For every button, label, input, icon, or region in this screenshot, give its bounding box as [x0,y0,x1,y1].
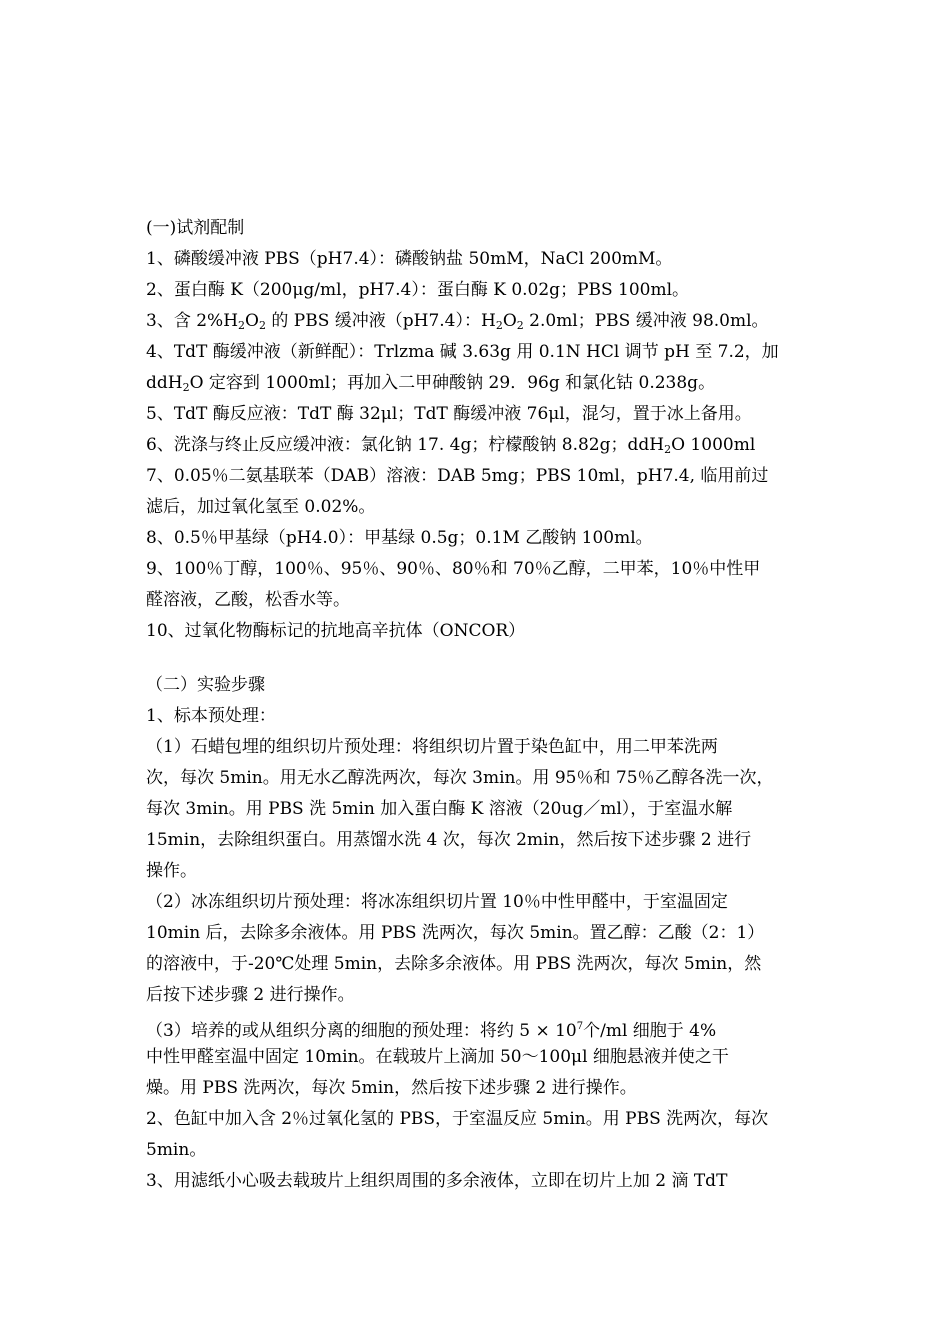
procedure-step-1-3-line-3: 燥。用 PBS 洗两次，每次 5min，然后按下述步骤 2 进行操作。 [146,1078,637,1098]
procedure-step-3-line-1: 3、用滤纸小心吸去载玻片上组织周围的多余液体，立即在切片上加 2 滴 TdT [146,1171,728,1191]
reagent-item-8: 8、0.5％甲基绿（pH4.0）：甲基绿 0.5g；0.1M 乙酸钠 100ml。 [146,528,653,548]
reagent-item-4-line-2: ddH$_2$O 定容到 1000ml；再加入二甲砷酸钠 29．96g 和氯化钴 0.238g。 [146,373,716,394]
reagent-item-9-line-1: 9、100％丁醇，100％、95％、90％、80％和 70％乙醇，二甲苯，10％中性甲 [146,559,761,579]
procedure-step-1-2-line-1: （2）冰冻组织切片预处理：将冰冻组织切片置 10％中性甲醛中，于室温固定 [146,892,728,912]
section-heading-procedure: （二）实验步骤 [146,675,265,695]
reagent-item-10: 10、过氧化物酶标记的抗地高辛抗体（ONCOR） [146,621,526,641]
section-gap [146,647,806,670]
reagent-item-5: 5、TdT 酶反应液：TdT 酶 32μl；TdT 酶缓冲液 76μl，混匀，置于冰上备用。 [146,404,752,424]
procedure-step-1-2-line-2: 10min 后，去除多余液体。用 PBS 洗两次，每次 5min。置乙醇：乙酸（2：1） [146,923,765,943]
reagent-item-9-line-2: 醛溶液，乙酸，松香水等。 [146,590,350,610]
procedure-step-1-1-line-2: 次，每次 5min。用无水乙醇洗两次，每次 3min。用 95％和 75％乙醇各洗一次， [146,768,774,788]
procedure-step-2-line-1: 2、色缸中加入含 2％过氧化氢的 PBS，于室温反应 5min。用 PBS 洗两次，每次 [146,1109,769,1129]
section-heading-reagents: (一)试剂配制 [146,218,245,238]
procedure-step-1-1-line-1: （1）石蜡包埋的组织切片预处理：将组织切片置于染色缸中，用二甲苯洗两 [146,737,718,757]
reagent-item-2: 2、蛋白酶 K（200μg/ml，pH7.4）：蛋白酶 K 0.02g；PBS 100ml。 [146,280,690,300]
procedure-step-1-2-line-3: 的溶液中，于-20℃处理 5min，去除多余液体。用 PBS 洗两次，每次 5min，然 [146,954,762,974]
procedure-step-1-3-line-2: 中性甲醛室温中固定 10min。在载玻片上滴加 50～100μl 细胞悬液并使之干 [146,1047,729,1067]
reagent-item-1: 1、磷酸缓冲液 PBS（pH7.4）：磷酸钠盐 50mM，NaCl 200mM。 [146,249,673,269]
procedure-step-1-1-line-4: 15min，去除组织蛋白。用蒸馏水洗 4 次，每次 2min，然后按下述步骤 2 进行 [146,830,752,850]
procedure-step-1-2-line-4: 后按下述步骤 2 进行操作。 [146,985,355,1005]
reagent-item-7-line-1: 7、0.05％二氨基联苯（DAB）溶液：DAB 5mg；PBS 10ml，pH7.4, 临用前过 [146,466,769,486]
reagent-item-7-line-2: 滤后，加过氧化氢至 0.02%。 [146,497,376,517]
procedure-step-1-1-line-3: 每次 3min。用 PBS 洗 5min 加入蛋白酶 K 溶液（20ug／ml），于室温水解 [146,799,733,819]
reagent-item-3: 3、含 $2\%H_2O_2$ 的 PBS 缓冲液（pH7.4）：$H_2O_2$ 2.0ml；PBS 缓冲液 98.0ml。 [146,311,769,332]
procedure-step-1-1-line-5: 操作。 [146,861,197,881]
reagent-item-4-line-1: 4、TdT 酶缓冲液（新鲜配）：Trlzma 碱 3.63g 用 0.1N HCl 调节 pH 至 7.2，加 [146,342,779,362]
procedure-step-1-3-line-1: （3）培养的或从组织分离的细胞的预处理：将约 $5 \times 10^7$个/ml 细胞于 4% [146,1021,717,1041]
document-body [146,213,806,1197]
reagent-item-6: 6、洗涤与终止反应缓冲液：氯化钠 17. 4g；柠檬酸钠 8.82g；ddH$_2$O 1000ml [146,435,756,456]
procedure-step-1: 1、标本预处理： [146,706,276,726]
procedure-step-2-line-2: 5min。 [146,1140,207,1160]
